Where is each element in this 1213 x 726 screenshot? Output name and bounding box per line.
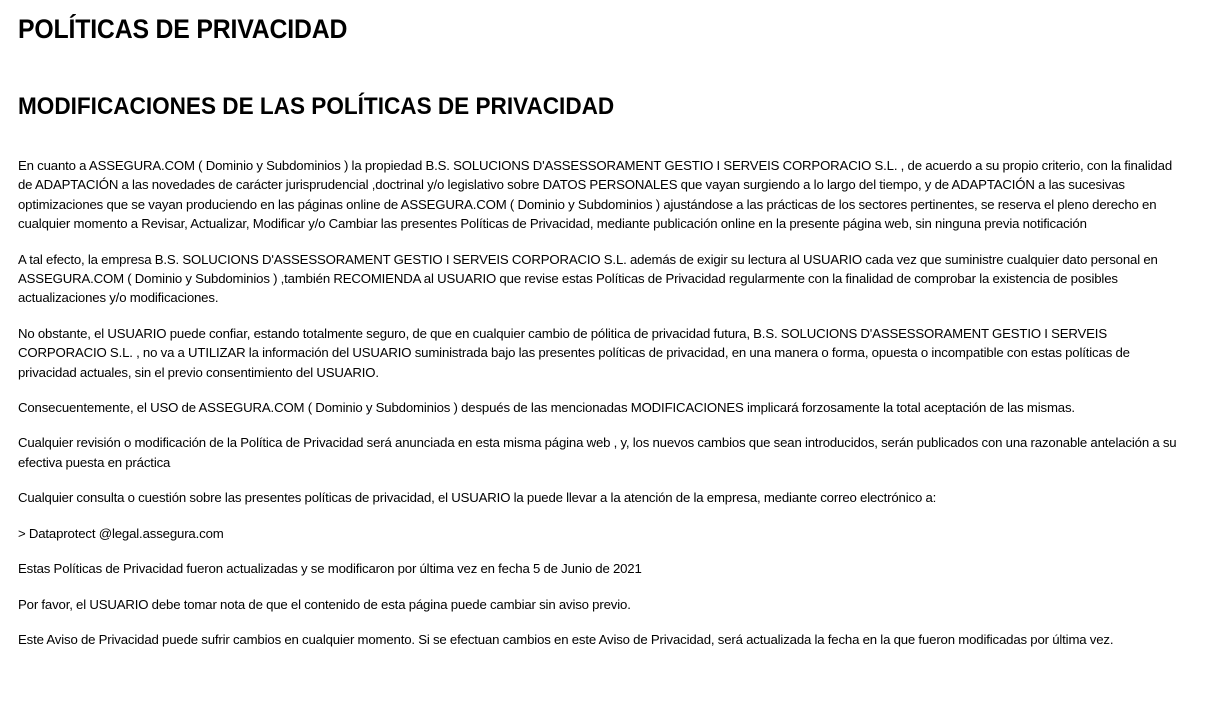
policy-content [18,156,1188,649]
paragraph-modification-rights: En cuanto a ASSEGURA.COM ( Dominio y Subdominios ) la propiedad B.S. SOLUCIONS D'ASSESSORAMENT GESTIO I SERVEIS CORPORACIO S.L. , de acuerdo a su propio criterio, con la finalidad de ADAPTACIÓN a las novedades de carácter jurisprudencial ,doctrinal y/o legislativo sobre DATOS PERSONALES que vayan surgiendo a lo largo del tiempo, y de ADAPTACIÓN a las sucesivas optimizaciones que se vayan produciendo en las páginas online de ASSEGURA.COM ( Dominio y Subdominios ) ajustándose a las prácticas de los sectores pertinentes, se reserva el pleno derecho en cualquier momento a Revisar, Actualizar, Modificar y/o Cambiar las presentes Políticas de Privacidad, mediante publicación online en la presente página web, sin ninguna previa notificación [18,158,1173,232]
paragraph-notice: Por favor, el USUARIO debe tomar nota de que el contenido de esta página puede cambiar sin aviso previo. [18,596,631,612]
paragraph-announcement: Cualquier revisión o modificación de la Política de Privacidad será anunciada en esta misma página web , y, los nuevos cambios que sean introducidos, serán publicados con una razonable antelación a su efectiva puesta en práctica [18,435,1177,470]
section-title: MODIFICACIONES DE LAS POLÍTICAS DE PRIVACIDAD [18,93,615,120]
paragraph-user-assurance: No obstante, el USUARIO puede confiar, estando totalmente seguro, de que en cualquier cambio de pólitica de privacidad futura, B.S. SOLUCIONS D'ASSESSORAMENT GESTIO I SERVEIS CORPORACIO S.L. , no va a UTILIZAR la información del USUARIO suministrada bajo las presentes políticas de privacidad, en una manera o forma, opuesta o incompatible con estas políticas de privacidad actuales, sin el previo consentimiento del USUARIO. [18,325,1130,380]
page-title: POLÍTICAS DE PRIVACIDAD [18,14,348,44]
privacy-policy-page [18,0,1188,665]
paragraph-last-updated: Estas Políticas de Privacidad fueron actualizadas y se modificaron por última vez en fecha 5 de Junio de 2021 [18,561,642,577]
paragraph-changes: Este Aviso de Privacidad puede sufrir cambios en cualquier momento. Si se efectuan cambios en este Aviso de Privacidad, será actualizada la fecha en la que fueron modificadas por última vez. [18,631,1114,647]
paragraph-read-recommendation: A tal efecto, la empresa B.S. SOLUCIONS D'ASSESSORAMENT GESTIO I SERVEIS CORPORACIO S.L. además de exigir su lectura al USUARIO cada vez que suministre cualquier dato personal en ASSEGURA.COM ( Dominio y Subdominios ) ,también RECOMIENDA al USUARIO que revise estas Políticas de Privacidad regularmente con la finalidad de comprobar la existencia de posibles actualizaciones y/o modificaciones. [18,251,1158,306]
paragraph-contact-email: > Dataprotect @legal.assegura.com [18,525,224,541]
paragraph-contact: Cualquier consulta o cuestión sobre las presentes políticas de privacidad, el USUARIO la puede llevar a la atención de la empresa, mediante correo electrónico a: [18,490,937,506]
paragraph-acceptance: Consecuentemente, el USO de ASSEGURA.COM ( Dominio y Subdominios ) después de las mencionadas MODIFICACIONES implicará forzosamente la total aceptación de las mismas. [18,400,1075,416]
